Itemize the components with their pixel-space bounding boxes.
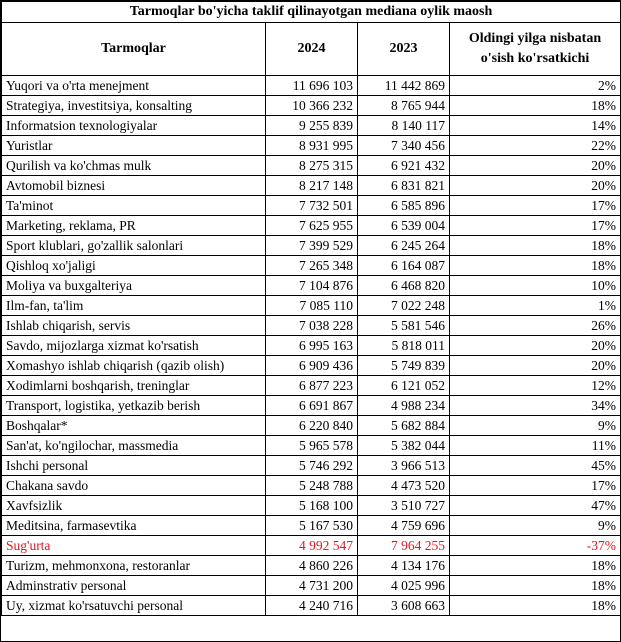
cell-industry: Avtomobil biznesi [2,176,266,196]
cell-industry: Strategiya, investitsiya, konsalting [2,96,266,116]
table-row [2,216,621,236]
cell-2024: 6 877 223 [266,376,358,396]
cell-2023: 5 749 839 [358,356,450,376]
cell-industry: Moliya va buxgalteriya [2,276,266,296]
cell-industry: Ilm-fan, ta'lim [2,296,266,316]
cell-2024: 6 691 867 [266,396,358,416]
cell-growth: 12% [450,376,621,396]
cell-2023: 4 988 234 [358,396,450,416]
table-title: Tarmoqlar bo'yicha taklif qilinayotgan mediana oylik maosh [2,2,621,23]
table-row [2,436,621,456]
table-row [2,156,621,176]
cell-2023: 8 765 944 [358,96,450,116]
table-row [2,336,621,356]
cell-industry: Informatsion texnologiyalar [2,116,266,136]
cell-2023: 4 025 996 [358,576,450,596]
cell-2023: 4 134 176 [358,556,450,576]
cell-2024: 8 931 995 [266,136,358,156]
cell-2024: 11 696 103 [266,76,358,96]
cell-industry: Uy, xizmat ko'rsatuvchi personal [2,596,266,616]
header-industries: Tarmoqlar [2,23,266,76]
cell-growth: 45% [450,456,621,476]
header-growth: Oldingi yilga nisbatan o'sish ko'rsatkichi [450,23,621,76]
cell-2023: 7 964 255 [358,536,450,556]
cell-industry: Xomashyo ishlab chiqarish (qazib olish) [2,356,266,376]
table-row [2,396,621,416]
cell-2023: 6 121 052 [358,376,450,396]
cell-2024: 4 992 547 [266,536,358,556]
table-row [2,296,621,316]
cell-industry: Ishlab chiqarish, servis [2,316,266,336]
table-row [2,356,621,376]
cell-growth: 1% [450,296,621,316]
cell-industry: Yuqori va o'rta menejment [2,76,266,96]
cell-2024: 6 995 163 [266,336,358,356]
cell-growth: 20% [450,356,621,376]
cell-growth: 17% [450,476,621,496]
table-row [2,116,621,136]
cell-industry: Qurilish va ko'chmas mulk [2,156,266,176]
table-row [2,76,621,96]
table-row [2,316,621,336]
cell-2024: 10 366 232 [266,96,358,116]
table-row [2,456,621,476]
table-row [2,256,621,276]
table-row [2,376,621,396]
cell-2023: 6 831 821 [358,176,450,196]
cell-industry: Savdo, mijozlarga xizmat ko'rsatish [2,336,266,356]
cell-2023: 6 921 432 [358,156,450,176]
cell-2024: 8 275 315 [266,156,358,176]
header-2023: 2023 [358,23,450,76]
cell-industry: Boshqalar* [2,416,266,436]
cell-industry: Chakana savdo [2,476,266,496]
cell-industry: Adminstrativ personal [2,576,266,596]
salary-table [1,1,621,616]
cell-2024: 5 965 578 [266,436,358,456]
table-row [2,496,621,516]
cell-growth: 18% [450,96,621,116]
cell-growth: 26% [450,316,621,336]
cell-2023: 7 340 456 [358,136,450,156]
cell-industry: Xavfsizlik [2,496,266,516]
table-row [2,416,621,436]
cell-growth: 10% [450,276,621,296]
cell-growth: 17% [450,216,621,236]
table-row [2,276,621,296]
table-row [2,596,621,616]
cell-industry: Yuristlar [2,136,266,156]
cell-2024: 5 168 100 [266,496,358,516]
cell-2023: 8 140 117 [358,116,450,136]
cell-2023: 5 818 011 [358,336,450,356]
cell-2024: 5 248 788 [266,476,358,496]
cell-2023: 11 442 869 [358,76,450,96]
cell-industry: Marketing, reklama, PR [2,216,266,236]
header-2024: 2024 [266,23,358,76]
cell-2023: 3 608 663 [358,596,450,616]
cell-2024: 4 860 226 [266,556,358,576]
cell-growth: -37% [450,536,621,556]
table-row [2,176,621,196]
cell-industry: Sport klublari, go'zallik salonlari [2,236,266,256]
cell-growth: 2% [450,76,621,96]
cell-2023: 6 539 004 [358,216,450,236]
cell-growth: 20% [450,156,621,176]
cell-growth: 34% [450,396,621,416]
cell-2024: 7 265 348 [266,256,358,276]
cell-2023: 6 245 264 [358,236,450,256]
table-row [2,556,621,576]
cell-2023: 3 966 513 [358,456,450,476]
cell-growth: 14% [450,116,621,136]
cell-growth: 20% [450,336,621,356]
cell-growth: 9% [450,516,621,536]
cell-2023: 6 585 896 [358,196,450,216]
table-row [2,236,621,256]
cell-2024: 7 085 110 [266,296,358,316]
cell-2023: 5 682 884 [358,416,450,436]
table-row [2,516,621,536]
cell-2023: 7 022 248 [358,296,450,316]
cell-growth: 18% [450,556,621,576]
cell-2024: 4 240 716 [266,596,358,616]
cell-industry: Ishchi personal [2,456,266,476]
table-header-row [2,23,621,76]
cell-2024: 7 732 501 [266,196,358,216]
cell-industry: Sug'urta [2,536,266,556]
table-row [2,576,621,596]
cell-2023: 5 382 044 [358,436,450,456]
cell-2023: 6 164 087 [358,256,450,276]
cell-industry: Qishloq xo'jaligi [2,256,266,276]
cell-growth: 11% [450,436,621,456]
cell-2024: 8 217 148 [266,176,358,196]
cell-2023: 4 759 696 [358,516,450,536]
cell-2024: 7 399 529 [266,236,358,256]
cell-industry: San'at, ko'ngilochar, massmedia [2,436,266,456]
cell-2024: 6 220 840 [266,416,358,436]
cell-growth: 18% [450,236,621,256]
cell-2024: 9 255 839 [266,116,358,136]
table-row [2,136,621,156]
cell-industry: Xodimlarni boshqarish, treninglar [2,376,266,396]
table-row [2,96,621,116]
cell-growth: 47% [450,496,621,516]
table-row [2,536,621,556]
cell-2024: 7 038 228 [266,316,358,336]
cell-growth: 18% [450,256,621,276]
cell-growth: 18% [450,596,621,616]
cell-2024: 5 167 530 [266,516,358,536]
cell-growth: 17% [450,196,621,216]
table-row [2,196,621,216]
cell-industry: Transport, logistika, yetkazib berish [2,396,266,416]
cell-2023: 6 468 820 [358,276,450,296]
cell-2024: 5 746 292 [266,456,358,476]
cell-growth: 9% [450,416,621,436]
cell-industry: Turizm, mehmonxona, restoranlar [2,556,266,576]
cell-2024: 4 731 200 [266,576,358,596]
cell-growth: 20% [450,176,621,196]
cell-industry: Meditsina, farmasevtika [2,516,266,536]
cell-2023: 4 473 520 [358,476,450,496]
cell-2023: 5 581 546 [358,316,450,336]
table-row [2,476,621,496]
cell-2024: 7 104 876 [266,276,358,296]
cell-2024: 7 625 955 [266,216,358,236]
table-body [2,76,621,616]
table-title-row [2,2,621,23]
cell-growth: 18% [450,576,621,596]
cell-industry: Ta'minot [2,196,266,216]
cell-2024: 6 909 436 [266,356,358,376]
cell-2023: 3 510 727 [358,496,450,516]
cell-growth: 22% [450,136,621,156]
